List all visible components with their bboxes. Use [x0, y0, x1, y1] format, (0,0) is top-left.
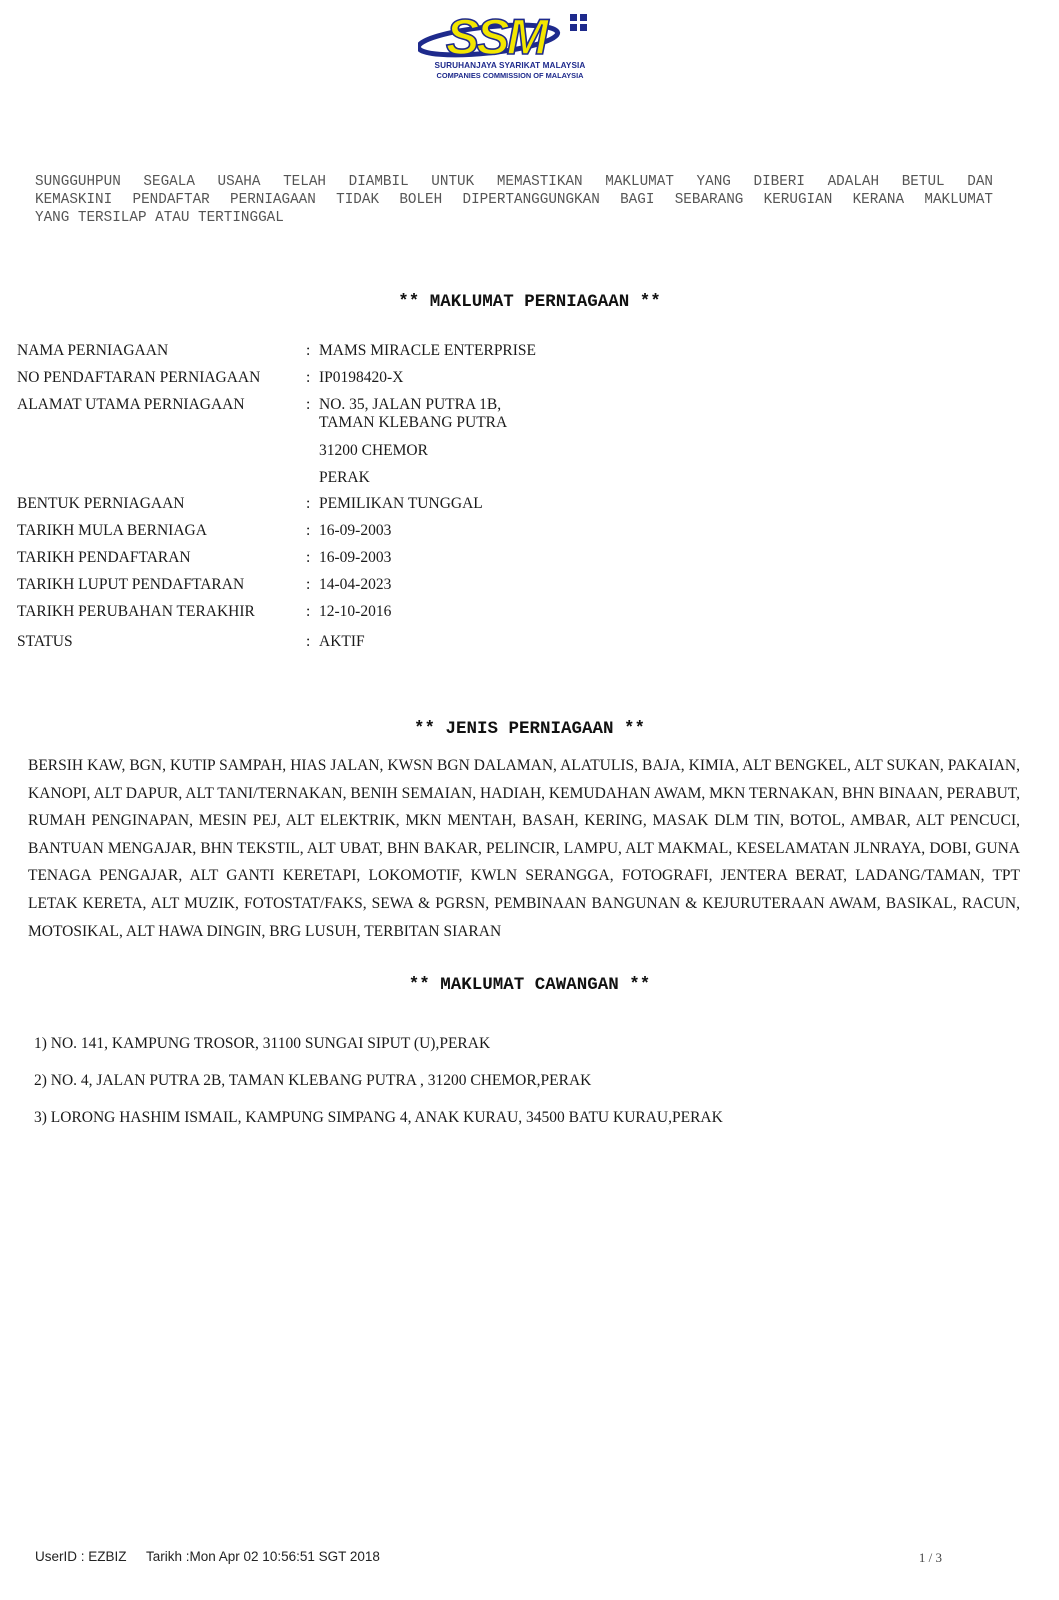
info-colon: :: [306, 369, 311, 386]
ssm-logo: [418, 8, 602, 80]
info-row-registration-no: [17, 369, 717, 389]
disclaimer: [35, 173, 993, 227]
logo-title-english: COMPANIES COMMISSION OF MALAYSIA: [436, 71, 584, 80]
info-label: ALAMAT UTAMA PERNIAGAAN: [17, 396, 245, 413]
info-label: TARIKH LUPUT PENDAFTARAN: [17, 576, 245, 593]
info-value: PEMILIKAN TUNGGAL: [319, 495, 483, 512]
info-value: 12-10-2016: [319, 603, 392, 620]
info-label: TARIKH MULA BERNIAGA: [17, 522, 207, 539]
logo-title-malay: SURUHANJAYA SYARIKAT MALAYSIA: [434, 61, 586, 70]
info-row-registration-date: [17, 549, 717, 569]
info-colon: :: [306, 549, 311, 566]
page-number: 1 / 3: [918, 1550, 942, 1565]
info-row-business-name: [17, 342, 717, 362]
info-label: NO PENDAFTARAN PERNIAGAAN: [17, 369, 261, 386]
info-label: BENTUK PERNIAGAAN: [17, 495, 185, 512]
status-value: AKTIF: [319, 633, 365, 650]
business-types-text: BERSIH KAW, BGN, KUTIP SAMPAH, HIAS JALAN, KWSN BGN DALAMAN, ALATULIS, BAJA, KIMIA, ALT BENGKEL, ALT SUKAN, PAKAIAN, KANOPI, ALT DAPUR, ALT TANI/TERNAKAN, BENIH SEMAIAN, HADIAH, KEMUDAHAN AWAM, MKN TERNAKAN, BHN BINAAN, PERABUT, RUMAH PENGINAPAN, MESIN PEJ, ALT ELEKTRIK, MKN MENTAH, BASAH, KERING, MASAK DLM TIN, BOTOL, AMBAR, ALT PENCUCI, BANTUAN MENGAJAR, BHN TEKSTIL, ALT UBAT, BHN BAKAR, PELINCIR, LAMPU, ALT MAKMAL, KESELAMATAN JLNRAYA, DOBI, GUNA TENAGA PENGAJAR, ALT GANTI KERETAPI, LOKOMOTIF, KWLN SERANGGA, FOTOGRAFI, JENTERA BERAT, LADANG/TAMAN, TPT LETAK KERETA, ALT MUZIK, FOTOSTAT/FAKS, SEWA & PGRSN, PEMBINAAN BANGUNAN & KEJURUTERAAN AWAM, BASIKAL, RACUN, MOTOSIKAL, ALT HAWA DINGIN, BRG LUSUH, TERBITAN SIARAN: [28, 757, 1020, 940]
info-value: 16-09-2003: [319, 549, 392, 566]
info-row-expiry-date: [17, 576, 717, 596]
section-heading-business-types: ** JENIS PERNIAGAAN **: [413, 719, 646, 739]
disclaimer-line: SUNGGUHPUN SEGALA USAHA TELAH DIAMBIL UNTUK MEMASTIKAN MAKLUMAT YANG DIBERI ADALAH BETUL DAN: [35, 174, 993, 190]
address-line: PERAK: [319, 469, 370, 486]
info-value: MAMS MIRACLE ENTERPRISE: [319, 342, 537, 359]
ssm-logo-mark-icon: [418, 8, 602, 62]
section-heading-branches: ** MAKLUMAT CAWANGAN **: [408, 975, 651, 995]
info-value: 14-04-2023: [319, 576, 392, 593]
info-colon: :: [306, 576, 311, 593]
footer-print-date: Tarikh :Mon Apr 02 10:56:51 SGT 2018: [146, 1549, 380, 1564]
info-row-start-date: [17, 522, 717, 542]
info-colon: :: [306, 342, 311, 359]
info-colon: :: [306, 603, 311, 620]
svg-text:SSM: SSM: [446, 9, 546, 62]
info-row-status: [17, 633, 717, 653]
info-value: IP0198420-X: [319, 369, 404, 386]
section-heading-business-info: ** MAKLUMAT PERNIAGAAN **: [398, 292, 661, 312]
branch-item: 1) NO. 141, KAMPUNG TROSOR, 31100 SUNGAI SIPUT (U),PERAK: [34, 1035, 491, 1052]
info-colon: :: [306, 522, 311, 539]
info-label: STATUS: [17, 633, 73, 650]
branch-item: 2) NO. 4, JALAN PUTRA 2B, TAMAN KLEBANG PUTRA , 31200 CHEMOR,PERAK: [34, 1072, 592, 1089]
info-row-address: [17, 396, 717, 416]
branch-item: 3) LORONG HASHIM ISMAIL, KAMPUNG SIMPANG 4, ANAK KURAU, 34500 BATU KURAU,PERAK: [34, 1109, 723, 1126]
info-label: TARIKH PENDAFTARAN: [17, 549, 191, 566]
address-line: TAMAN KLEBANG PUTRA: [319, 414, 508, 431]
address-line: 31200 CHEMOR: [319, 442, 428, 459]
info-colon: :: [306, 396, 311, 413]
info-colon: :: [306, 495, 311, 512]
info-value: NO. 35, JALAN PUTRA 1B,: [319, 396, 502, 413]
info-row-business-type: [17, 495, 717, 515]
info-label: NAMA PERNIAGAAN: [17, 342, 169, 359]
disclaimer-line: KEMASKINI PENDAFTAR PERNIAGAAN TIDAK BOLEH DIPERTANGGUNGKAN BAGI SEBARANG KERUGIAN KERANA MAKLUMAT: [35, 192, 993, 208]
footer-user-id: UserID : EZBIZ: [35, 1549, 127, 1564]
info-colon: :: [306, 633, 311, 650]
info-row-last-change-date: [17, 603, 717, 623]
disclaimer-line: YANG TERSILAP ATAU TERTINGGAL: [35, 210, 284, 226]
info-value: 16-09-2003: [319, 522, 392, 539]
info-label: TARIKH PERUBAHAN TERAKHIR: [17, 603, 255, 620]
